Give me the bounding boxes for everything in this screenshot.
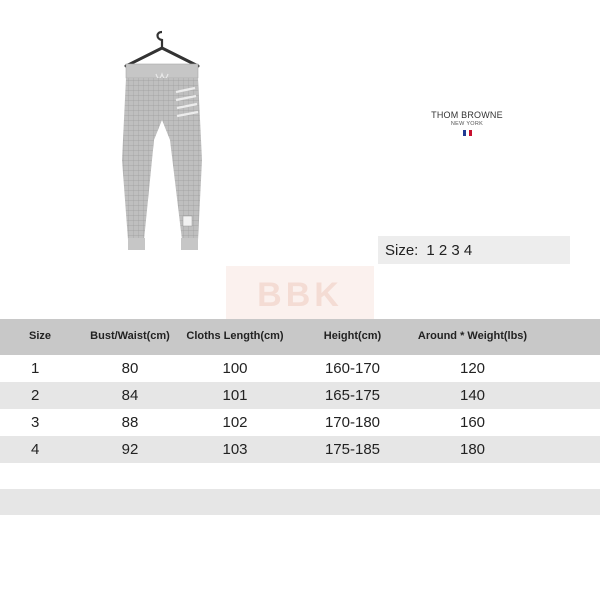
table-cell: 175-185 xyxy=(324,440,381,458)
size-label: Size: xyxy=(385,241,419,259)
table-header-row xyxy=(0,319,600,355)
table-cell: 84 xyxy=(121,386,139,404)
table-cell: 88 xyxy=(121,413,139,431)
table-spacer xyxy=(0,463,600,489)
table-cell: 140 xyxy=(459,386,486,404)
watermark: BBK xyxy=(226,266,374,324)
table-cell: 120 xyxy=(459,359,486,377)
header-bust-waist: Bust/Waist(cm) xyxy=(90,330,170,343)
header-weight: Around * Weight(lbs) xyxy=(417,330,528,343)
table-cell: 4 xyxy=(31,440,40,458)
size-banner xyxy=(378,236,570,264)
table-cell: 103 xyxy=(222,440,248,458)
brand-logo xyxy=(424,110,510,136)
tricolor-flag-icon xyxy=(463,130,472,136)
size-values: 1 2 3 4 xyxy=(426,241,473,259)
brand-subtitle: NEW YORK xyxy=(450,121,484,127)
header-cloths-length: Cloths Length(cm) xyxy=(186,330,284,343)
table-cell: 1 xyxy=(31,359,40,377)
table-row xyxy=(0,382,600,409)
bottom-bar xyxy=(0,489,600,515)
table-row xyxy=(0,436,600,463)
size-chart-table xyxy=(0,319,600,515)
table-cell: 102 xyxy=(222,413,248,431)
table-cell: 2 xyxy=(31,386,40,404)
table-cell: 180 xyxy=(459,440,486,458)
header-height: Height(cm) xyxy=(323,330,382,343)
table-cell: 92 xyxy=(121,440,139,458)
table-cell: 3 xyxy=(31,413,40,431)
table-row xyxy=(0,355,600,382)
table-cell: 101 xyxy=(222,386,248,404)
table-cell: 100 xyxy=(222,359,248,377)
table-cell: 170-180 xyxy=(324,413,381,431)
table-cell: 160 xyxy=(459,413,486,431)
header-size: Size xyxy=(28,330,51,343)
table-cell: 160-170 xyxy=(324,359,381,377)
table-row xyxy=(0,409,600,436)
table-cell: 80 xyxy=(121,359,139,377)
brand-name: THOM BROWNE xyxy=(431,110,503,120)
table-cell: 165-175 xyxy=(324,386,381,404)
product-image-sweatpants xyxy=(108,30,220,262)
